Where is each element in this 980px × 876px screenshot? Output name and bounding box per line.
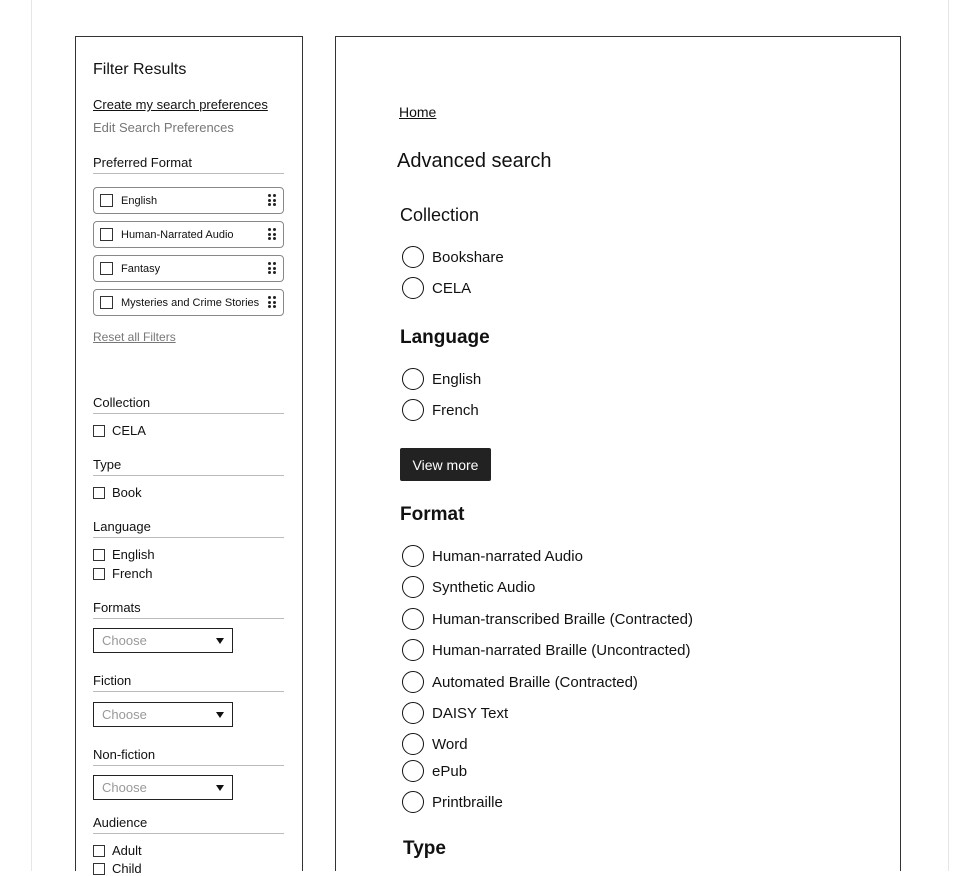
preferred-format-heading: Preferred Format xyxy=(93,155,192,170)
checkbox[interactable] xyxy=(100,228,113,241)
collection-heading: Collection xyxy=(93,395,151,410)
reset-filters-link[interactable]: Reset all Filters xyxy=(93,330,176,344)
nonfiction-select[interactable] xyxy=(93,775,233,800)
select-placeholder: Choose xyxy=(102,633,147,648)
format-radio[interactable] xyxy=(402,671,638,693)
audience-checkbox-adult[interactable] xyxy=(93,843,142,858)
create-search-preferences-link[interactable]: Create my search preferences xyxy=(93,97,268,112)
collection-checkbox-cela[interactable] xyxy=(93,423,146,438)
item-label: Human-Narrated Audio xyxy=(121,228,234,241)
type-checkbox-book[interactable] xyxy=(93,485,142,500)
language-radio-french[interactable] xyxy=(402,399,479,421)
drag-handle-icon[interactable] xyxy=(268,194,275,207)
radio-label: Human-narrated Audio xyxy=(432,547,583,565)
drag-handle-icon[interactable] xyxy=(268,262,275,275)
sidebar-title: Filter Results xyxy=(93,61,187,78)
select-placeholder: Choose xyxy=(102,707,147,722)
checkbox-label: Child xyxy=(112,861,142,876)
fiction-heading: Fiction xyxy=(93,673,132,688)
checkbox-label: Book xyxy=(112,485,142,500)
radio-label: ePub xyxy=(432,762,468,780)
nonfiction-heading: Non-fiction xyxy=(93,747,156,762)
type-heading: Type xyxy=(93,457,122,472)
preferred-format-item[interactable] xyxy=(93,221,284,248)
radio-label: French xyxy=(432,401,479,419)
preferred-format-item[interactable] xyxy=(93,187,284,214)
edit-search-preferences-link[interactable]: Edit Search Preferences xyxy=(93,120,234,135)
format-radio[interactable] xyxy=(402,608,693,630)
drag-handle-icon[interactable] xyxy=(268,228,275,241)
checkbox[interactable] xyxy=(100,296,113,309)
checkbox-label: English xyxy=(112,547,155,562)
preferred-format-item[interactable] xyxy=(93,255,284,282)
format-radio[interactable] xyxy=(402,702,508,724)
language-radio-english[interactable] xyxy=(402,368,481,390)
formats-select[interactable] xyxy=(93,628,233,653)
type-heading: Type xyxy=(403,838,446,859)
language-checkbox-french[interactable] xyxy=(93,566,152,581)
radio-label: CELA xyxy=(432,279,472,297)
page-edge-left xyxy=(31,0,32,871)
audience-checkbox-child[interactable] xyxy=(93,861,142,876)
checkbox-label: French xyxy=(112,566,153,581)
radio-label: Human-narrated Braille (Uncontracted) xyxy=(432,641,691,659)
language-checkbox-english[interactable] xyxy=(93,547,155,562)
breadcrumb-home[interactable]: Home xyxy=(399,104,437,120)
format-radio[interactable] xyxy=(402,791,503,813)
collection-radio-bookshare[interactable] xyxy=(402,246,504,268)
item-label: Mysteries and Crime Stories xyxy=(121,296,260,309)
caret-down-icon xyxy=(216,712,224,718)
radio-label: Human-transcribed Braille (Contracted) xyxy=(432,610,693,628)
radio-label: Word xyxy=(432,735,468,753)
radio-label: DAISY Text xyxy=(432,704,509,722)
fiction-select[interactable] xyxy=(93,702,233,727)
item-label: English xyxy=(121,194,158,207)
format-radio[interactable] xyxy=(402,760,467,782)
format-radio[interactable] xyxy=(402,639,690,661)
language-heading: Language xyxy=(93,519,151,534)
format-radio[interactable] xyxy=(402,733,468,755)
checkbox[interactable] xyxy=(100,194,113,207)
audience-heading: Audience xyxy=(93,815,148,830)
language-heading: Language xyxy=(400,327,490,348)
format-radio[interactable] xyxy=(402,545,583,567)
checkbox-label: CELA xyxy=(112,423,146,438)
item-label: Fantasy xyxy=(121,262,161,275)
caret-down-icon xyxy=(216,638,224,644)
radio-label: English xyxy=(432,370,482,388)
formats-heading: Formats xyxy=(93,600,141,615)
collection-radio-cela[interactable] xyxy=(402,277,471,299)
collection-heading: Collection xyxy=(400,205,480,225)
radio-label: Printbraille xyxy=(432,793,503,811)
select-placeholder: Choose xyxy=(102,780,147,795)
drag-handle-icon[interactable] xyxy=(268,296,275,309)
page-edge-right xyxy=(948,0,949,871)
page-title: Advanced search xyxy=(397,150,552,172)
checkbox-label: Adult xyxy=(112,843,142,858)
caret-down-icon xyxy=(216,785,224,791)
format-radio[interactable] xyxy=(402,576,535,598)
preferred-format-item[interactable] xyxy=(93,289,284,316)
radio-label: Synthetic Audio xyxy=(432,578,536,596)
view-more-button[interactable]: View more xyxy=(400,448,491,481)
checkbox[interactable] xyxy=(100,262,113,275)
radio-label: Automated Braille (Contracted) xyxy=(432,673,638,691)
radio-label: Bookshare xyxy=(432,248,504,266)
format-heading: Format xyxy=(400,504,465,525)
